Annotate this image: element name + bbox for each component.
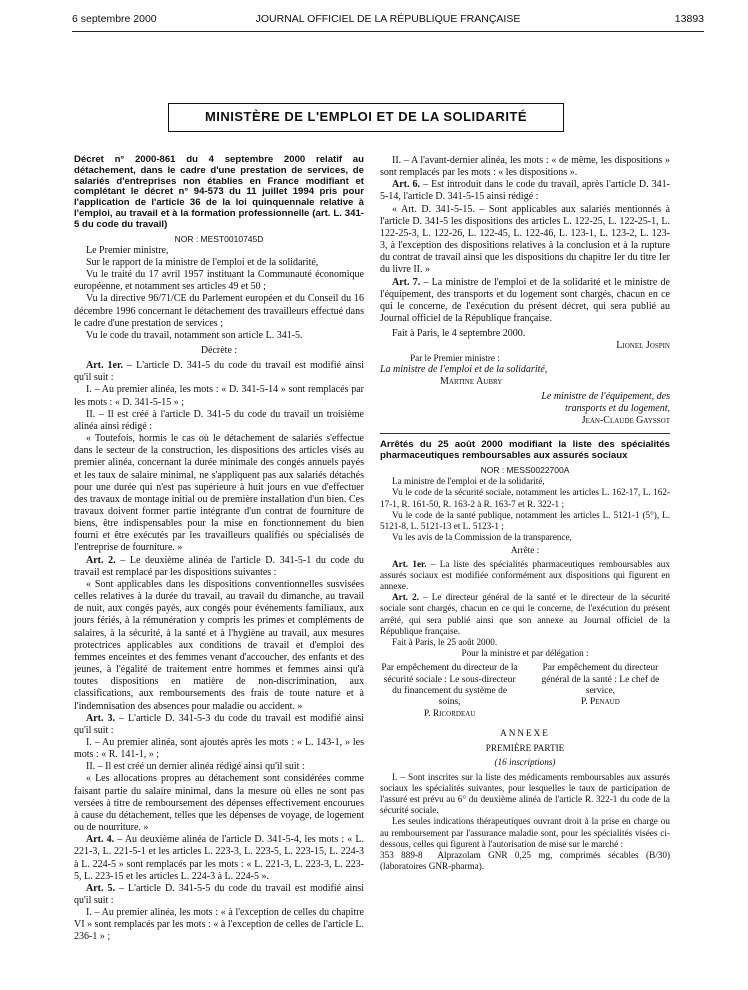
- article-text: – Est introduit dans le code du travail, après l'article D. 341-5-14, l'article D. 341-5-15 ainsi rédigé :: [380, 179, 670, 203]
- par-premier-ministre: Par le Premier ministre :: [410, 352, 500, 363]
- article-2: [74, 555, 364, 579]
- page-header: [72, 10, 704, 32]
- article-label: Art. 1er.: [86, 360, 123, 372]
- signature-block-left: [380, 663, 519, 719]
- part-heading: PREMIÈRE PARTIE: [485, 743, 565, 754]
- signature-gayssot: Jean-Claude Gayssot: [581, 415, 670, 427]
- ministry-heading: MINISTÈRE DE L'EMPLOI ET DE LA SOLIDARITÉ: [168, 103, 564, 132]
- article-1: [74, 360, 364, 384]
- decree-title: Décret n° 2000-861 du 4 septembre 2000 relatif au détachement, dans le cadre d'une prestation de services, de salariés d'entreprises non établies en France modifiant et complétant le décret n° 94-573 du 11 juillet 1994 pris pour l'application de l'article 36 de la loi quinquennale relative à l'emploi, au travail et à la formation professionnelle (art. L. 341-5 du code du travail): [74, 154, 364, 230]
- article-5: [74, 883, 364, 907]
- fait-date: Fait à Paris, le 4 septembre 2000.: [392, 328, 526, 340]
- signature-jospin: Lionel Jospin: [616, 340, 670, 352]
- signature-name: P. Ricordeau: [423, 708, 476, 719]
- paragraph: Vu le code du travail, notamment son article L. 341-5.: [86, 329, 303, 341]
- paragraph: Vu la directive 96/71/CE du Parlement européen et du Conseil du 16 décembre 1996 concernant le détachement des travailleurs effectué dans le cadre d'une prestation de services ;: [74, 293, 364, 329]
- article-text: – Le deuxième alinéa de l'article D. 341-5-1 du code du travail est remplacé par les dispositions suivantes :: [74, 554, 364, 578]
- drug-name: Alprazolam GNR 0,25 mg, comprimés sécables (B/30) (laboratoires GNR-pharma).: [380, 850, 671, 872]
- arrete-title: Arrêtés du 25 août 2000 modifiant la liste des spécialités pharmaceutiques remboursables aux assurés sociaux: [380, 439, 670, 462]
- signature-role: Par empêchement du directeur de la sécurité sociale : Le sous-directeur du financement du système de soins,: [381, 663, 518, 708]
- minister-title: La ministre de l'emploi et de la solidarité,: [380, 363, 548, 375]
- quote: « Les allocations propres au détachement sont considérées comme faisant partie du salaire minimal, dans la mesure où elles ne sont pas versées à titre de remboursement des dépenses effectivement encourues à cause du détachement, telles que les dépenses de voyage, de logement ou de nourriture. »: [74, 773, 364, 834]
- article-label: Art. 7.: [392, 276, 421, 288]
- quote: « Sont applicables dans les dispositions conventionnelles susvisées celles relatives à la durée du travail, au travail du dimanche, au travail de nuit, aux congés payés, aux congés pour événements familiaux, aux jours fériés, à la rémunération y compris les primes et compléments de salaires, à la sécurité, à la santé et à l'hygiène au travail, aux mesures protectrices applicables aux conditions de travail et d'emploi des femmes enceintes et des femmes venant d'accoucher, des enfants et des jeunes, à l'égalité de traitement entre hommes et femmes ainsi qu'à toutes dispositions en matière de non-discrimination, aux classifications, aux remboursements des frais de toute nature et à l'indemnisation des absences pour maladie ou accident. »: [74, 578, 364, 712]
- annexe-heading: ANNEXE: [500, 727, 550, 738]
- paragraph: I. – Au premier alinéa, les mots : « D. 341-5-14 » sont remplacés par les mots : « D. 341-5-15 » ;: [74, 384, 364, 408]
- arrete-nor: NOR : MESS0022700A: [480, 465, 570, 476]
- article-text: – L'article D. 341-5 du code du travail est modifié ainsi qu'il suit :: [74, 360, 364, 384]
- drug-entry: [380, 850, 670, 872]
- right-column: [380, 155, 670, 872]
- arrete-article-1: [380, 559, 670, 593]
- article-7: [380, 277, 670, 326]
- quote: « Art. D. 341-5-15. – Sont applicables aux salariés mentionnés à l'article D. 341-5 les dispositions des articles L. 122-25, L. 122-25-1, L. 122-25-3, L. 122-26, L. 122-45, L. 122-46, L. 123-1, L. 123-2, L. 123-3, à l'exception des dispositions relatives à la conclusion et à la rupture du contrat de travail ainsi que les dispositions du chapitre Ier du titre Ier du livre II. »: [380, 203, 670, 276]
- paragraph: II. – A l'avant-dernier alinéa, les mots : « de même, les dispositions » sont remplacés par les mots : « les dispositions ».: [380, 155, 670, 179]
- article-text: – L'article D. 341-5-5 du code du travail est modifié ainsi qu'il suit :: [74, 882, 364, 907]
- signature-block-right: [531, 663, 670, 719]
- signature-name: P. Penaud: [581, 697, 620, 708]
- article-3: [74, 713, 364, 737]
- paragraph: Vu le traité du 17 avril 1957 instituant la Communauté économique européenne, et notamment ses articles 49 et 50 ;: [74, 269, 364, 293]
- article-text: – Le directeur général de la santé et le directeur de la sécurité sociale sont chargés, chacun en ce qui le concerne, de l'exécution du présent arrêté, qui sera publié ainsi que son annexe au Journal officiel de la République française.: [380, 592, 670, 636]
- paragraph: Les seules indications thérapeutiques ouvrant droit à la prise en charge ou au remboursement par l'assurance maladie sont, pour les spécialités visées ci-dessous, celles qui figurent à l'autorisation de mise sur le marché :: [380, 816, 670, 849]
- arrete-heading: Arrête :: [510, 545, 540, 556]
- quote: « Toutefois, hormis le cas où le détachement de salariés s'effectue dans le secteur de la construction, les dispositions des articles visés au premier alinéa, concernant la durée minimale des congés annuels payés et les taux de salaire minimal, ne s'appliquent pas aux salariés détachés pour une durée qui n'est pas supérieure à huit jours en vue d'effectuer des travaux de montage initial ou de première installation d'un bien. Ces travaux doivent former partie intégrante d'un contrat de fourniture de biens, être indispensables pour la mise en fonctionnement du bien fourni et être exécutés par les travailleurs qualifiés ou spécialisés de l'entreprise de fourniture. »: [74, 433, 364, 554]
- article-text: – La liste des spécialités pharmaceutiques remboursables aux assurés sociaux est modifiée conformément aux dispositions qui figurent en annexe.: [380, 558, 670, 592]
- left-column: [74, 155, 364, 944]
- article-label: Art. 6.: [392, 179, 421, 191]
- header-page-number: 13893: [674, 13, 704, 25]
- paragraph: La ministre de l'emploi et de la solidarité,: [392, 476, 545, 487]
- paragraph: Sur le rapport de la ministre de l'emploi et de la solidarité,: [86, 256, 319, 268]
- signatures-row: [380, 663, 670, 719]
- article-label: Art. 4.: [86, 834, 115, 846]
- paragraph: I. – Au premier alinéa, les mots : « à l'exception de celles du chapitre VI » sont remplacés par les mots : « à l'exception de celles de l'article L. 236-1 » ;: [74, 907, 364, 943]
- signature-aubry: Martine Aubry: [440, 375, 503, 387]
- drug-code: 353 889-8: [380, 850, 423, 860]
- article-label: Art. 3.: [86, 712, 116, 724]
- paragraph: I. – Sont inscrites sur la liste des médicaments remboursables aux assurés sociaux les spécialités suivantes, pour lesquelles le taux de participation de l'assuré est prévu au 6° du deuxième alinéa de l'article R. 322-1 du code de la sécurité sociale.: [380, 771, 670, 816]
- arrete-article-2: [380, 592, 670, 637]
- article-text: – L'article D. 341-5-3 du code du travail est modifié ainsi qu'il suit :: [74, 712, 364, 736]
- article-label: Art. 2.: [86, 554, 116, 566]
- section-divider: [380, 433, 670, 434]
- article-6: [380, 179, 670, 203]
- paragraph: II. – Il est créé un dernier alinéa rédigé ainsi qu'il suit :: [86, 761, 305, 773]
- article-label: Art. 2.: [392, 592, 420, 603]
- paragraph: Vu le code de la santé publique, notamment les articles L. 5121-1 (5°), L. 5121-8, L. 5121-13 et L. 5123-1 ;: [380, 509, 670, 532]
- paragraph: Le Premier ministre,: [86, 244, 169, 256]
- article-text: – La ministre de l'emploi et de la solidarité et le ministre de l'équipement, des transports et du logement sont chargés, chacun en ce qui le concerne, de l'exécution du présent décret, qui sera publié au Journal officiel de la République française.: [380, 276, 670, 325]
- paragraph: Vu les avis de la Commission de la transparence,: [392, 532, 572, 543]
- header-date: 6 septembre 2000: [72, 13, 157, 25]
- paragraph: I. – Au premier alinéa, sont ajoutés après les mots : « L. 143-1, » les mots : « R. 141-1, » ;: [74, 736, 364, 761]
- article-label: Art. 5.: [86, 882, 116, 894]
- decree-nor: NOR : MEST0010745D: [174, 233, 264, 244]
- header-journal-title: JOURNAL OFFICIEL DE LA RÉPUBLIQUE FRANÇAISE: [255, 13, 521, 25]
- article-text: – Au deuxième alinéa de l'article D. 341-5-4, les mots : « L. 221-3, L. 221-5-1 et les articles L. 223-3, L. 223-5, L. 223-15, L. 224-3 à L. 224-5 » sont remplacés par les mots : « L. 221-3, L. 223-3, L. 223-5, L. 223-15 et les articles L. 224-3 à L. 224-5 ».: [74, 834, 364, 882]
- decrete: Décrète :: [200, 344, 238, 356]
- delegation: Pour la ministre et par délégation :: [461, 648, 589, 659]
- paragraph: II. – Il est créé à l'article D. 341-5 du code du travail un troisième alinéa ainsi rédigé :: [74, 408, 364, 432]
- inscriptions-count: (16 inscriptions): [494, 757, 556, 768]
- paragraph: Vu le code de la sécurité sociale, notamment les articles L. 162-17, L. 162-17-1, R. 161-50, R. 163-2 à R. 163-7 et R. 322-1 ;: [380, 487, 670, 509]
- signature-role: Par empêchement du directeur général de la santé : Le chef de service,: [541, 663, 660, 697]
- minister-title: Le ministre de l'équipement, des transports et du logement,: [541, 391, 670, 415]
- fait-date: Fait à Paris, le 25 août 2000.: [392, 637, 498, 648]
- article-label: Art. 1er.: [392, 558, 427, 569]
- article-4: [74, 834, 364, 883]
